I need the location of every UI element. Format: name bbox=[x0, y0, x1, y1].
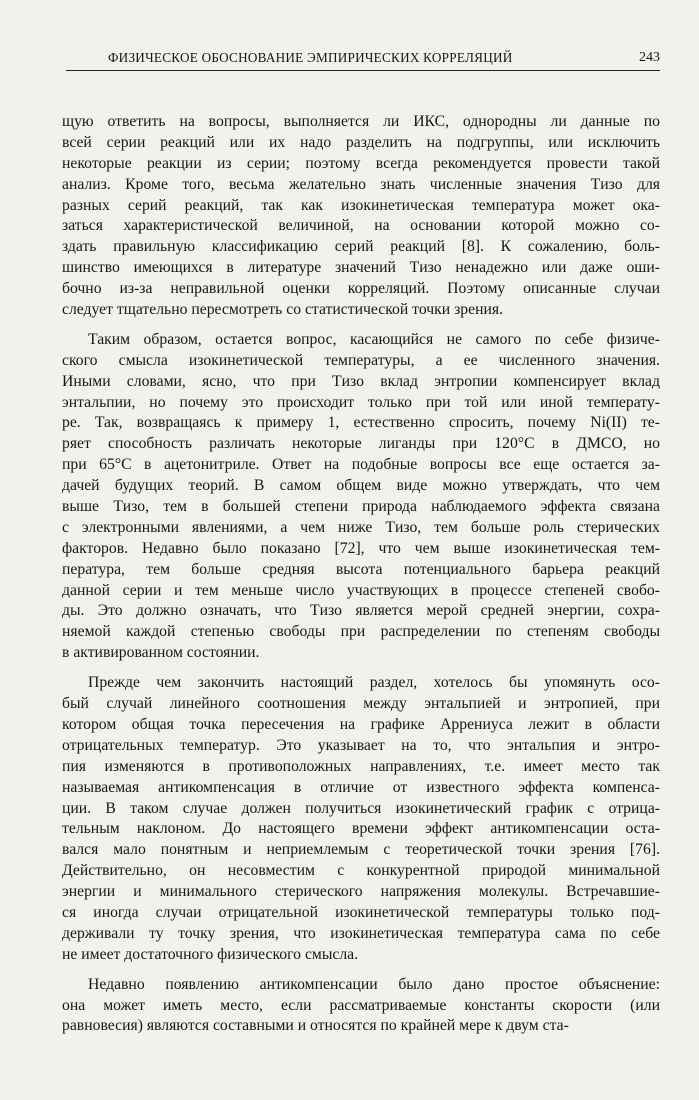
text-line: она может иметь место, если рассматриваемые константы скорости (или bbox=[62, 996, 660, 1014]
paragraph bbox=[62, 112, 660, 321]
text-line: Прежде чем закончить настоящий раздел, хотелось бы упомянуть осо- bbox=[88, 674, 660, 692]
text-line: данной серии и тем меньше число участвующих в процессе степеней свобо- bbox=[62, 581, 660, 599]
body-text bbox=[62, 112, 660, 1046]
text-line: называемая антикомпенсация в отличие от известного эффекта компенса- bbox=[62, 778, 660, 796]
text-line: не имеет достаточного физического смысла. bbox=[62, 945, 359, 963]
paragraph bbox=[62, 975, 660, 1038]
text-line: бочно из-за неправильной оценки корреляций. Поэтому описанные случаи bbox=[62, 280, 660, 298]
text-line: ре. Так, возвращаясь к примеру 1, естественно спросить, почему Ni(II) те- bbox=[62, 414, 660, 432]
text-line: няемой каждой степенью свободы при распределении по степеням свободы bbox=[62, 623, 660, 641]
text-line: Недавно появлению антикомпенсации было дано простое объяснение: bbox=[88, 975, 660, 993]
text-line: анализ. Кроме того, весьма желательно знать численные значения Tизо для bbox=[62, 175, 660, 193]
text-line: энергии и минимального стерического напряжения молекулы. Встречавшие- bbox=[62, 883, 660, 901]
text-line: равновесия) являются составными и относятся по крайней мере к двум ста- bbox=[62, 1017, 569, 1035]
text-line: Таким образом, остается вопрос, касающийся не самого по себе физиче- bbox=[88, 330, 660, 348]
text-line: держивали ту точку зрения, что изокинетическая температура сама по себе bbox=[62, 924, 660, 942]
text-line: вался мало понятным и неприемлемым с теоретической точки зрения [76]. bbox=[62, 841, 660, 859]
paragraph bbox=[62, 673, 660, 965]
text-line: ского смысла изокинетической температуры, а ее численного значения. bbox=[62, 351, 660, 369]
text-line: всей серии реакций или их надо разделить на подгруппы, или исключить bbox=[62, 133, 660, 151]
text-line: дачей будущих теорий. В самом общем виде можно утверждать, что чем bbox=[62, 477, 660, 495]
text-line: разных серий реакций, так как изокинетическая температура может ока- bbox=[62, 196, 660, 214]
text-line: бый случай линейного соотношения между энтальпией и энтропией, при bbox=[62, 695, 660, 713]
text-line: в активированном состоянии. bbox=[62, 644, 260, 662]
text-line: при 65°C в ацетонитриле. Ответ на подобные вопросы все еще остается за- bbox=[62, 456, 660, 474]
text-line: ряет способность различать некоторые лиганды при 120°C в ДМСО, но bbox=[62, 435, 660, 453]
text-line: ся иногда случаи отрицательной изокинетической температуры только под- bbox=[62, 903, 660, 921]
text-line: котором общая точка пересечения на графике Аррениуса лежит в области bbox=[62, 715, 660, 733]
text-line: Иными словами, ясно, что при Tизо вклад энтропии компенсирует вклад bbox=[62, 372, 660, 390]
running-header bbox=[66, 48, 660, 71]
text-line: следует тщательно пересмотреть со статистической точки зрения. bbox=[62, 301, 504, 319]
text-line: пература, тем больше средняя высота потенциального барьера реакций bbox=[62, 560, 660, 578]
running-header-title: ФИЗИЧЕСКОЕ ОБОСНОВАНИЕ ЭМПИРИЧЕСКИХ КОРРЕЛЯЦИЙ bbox=[108, 50, 513, 65]
text-line: Действительно, он несовместим с конкурентной природой минимальной bbox=[62, 862, 660, 880]
text-line: здать правильную классификацию серий реакций [8]. К сожалению, боль- bbox=[62, 238, 660, 256]
text-line: заться характеристической величиной, на основании которой можно со- bbox=[62, 217, 660, 235]
text-line: щую ответить на вопросы, выполняется ли ИКС, однородны ли данные по bbox=[62, 113, 660, 130]
paragraph bbox=[62, 330, 660, 664]
text-line: выше Tизо, тем в большей степени природа наблюдаемого эффекта связана bbox=[62, 498, 660, 516]
page-number: 243 bbox=[639, 50, 660, 65]
text-line: с электронными явлениями, а чем ниже Tизо, тем больше роль стерических bbox=[62, 518, 660, 536]
text-line: ды. Это должно означать, что Tизо является мерой средней энергии, сохра- bbox=[62, 602, 660, 620]
text-line: отрицательных температур. Это указывает на то, что энтальпия и энтро- bbox=[62, 736, 660, 754]
text-line: некоторые реакции из серии; поэтому всегда рекомендуется провести такой bbox=[62, 154, 660, 172]
text-line: тельным наклоном. До настоящего времени эффект антикомпенсации оста- bbox=[62, 820, 660, 838]
text-line: ции. В таком случае должен получиться изокинетический график с отрица- bbox=[62, 799, 660, 817]
text-line: шинство имеющихся в литературе значений Tизо ненадежно или даже оши- bbox=[62, 259, 660, 277]
text-line: факторов. Недавно было показано [72], что чем выше изокинетическая тем- bbox=[62, 539, 660, 557]
text-line: пия изменяются в противоположных направлениях, т.е. имеет место так bbox=[62, 757, 660, 775]
text-line: энтальпии, но почему это происходит только при той или иной температу- bbox=[62, 393, 660, 411]
